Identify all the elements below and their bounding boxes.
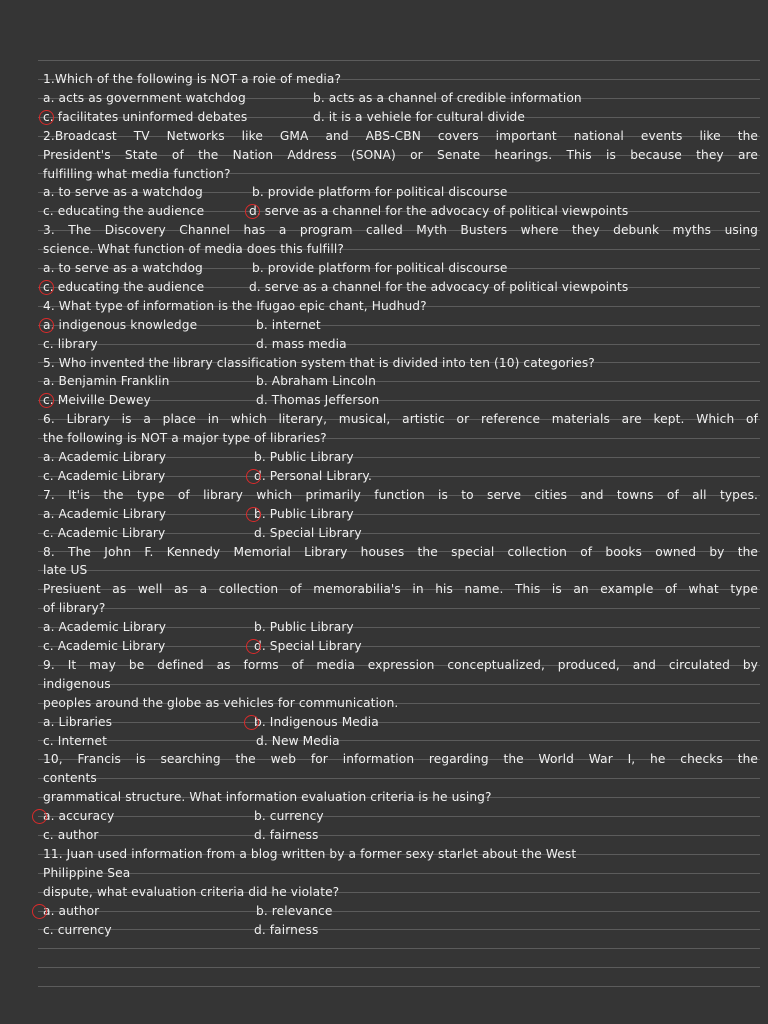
option-left: c. library — [43, 336, 98, 351]
answer-options-row — [43, 807, 758, 826]
question-text-line: 7. It'is the type of library which primarily function is to serve cities and towns of all types. — [43, 487, 758, 502]
option-right: b. Abraham Lincoln — [256, 374, 376, 389]
ruled-line — [38, 986, 760, 987]
option-left: c. Internet — [43, 733, 107, 748]
answer-options-row — [43, 259, 758, 278]
answer-options-row — [43, 467, 758, 486]
answer-options-row — [43, 713, 758, 732]
option-left: a. to serve as a watchdog — [43, 261, 203, 275]
answer-options-row — [43, 637, 758, 656]
question-text-line: indigenous — [43, 676, 111, 691]
option-left: c. Academic Library — [43, 639, 166, 653]
option-left: a. Libraries — [43, 714, 113, 729]
ruled-line — [38, 967, 760, 968]
answer-options-row — [43, 89, 758, 108]
ruled-line — [38, 948, 760, 949]
answer-options-row — [43, 372, 758, 391]
answer-circle-mark — [244, 715, 259, 730]
option-left: a. Benjamin Franklin — [43, 374, 170, 389]
question-text-line: grammatical structure. What information evaluation criteria is he using? — [43, 790, 492, 805]
option-left: c. author — [43, 828, 99, 842]
answer-options-row — [43, 921, 758, 940]
option-left: c. Academic Library — [43, 468, 166, 483]
question-text-line: 5. Who invented the library classification system that is divided into ten (10) categories? — [43, 355, 595, 370]
option-right: b. Indigenous Media — [254, 714, 379, 729]
question-text-line: 4. What type of information is the Ifugao epic chant, Hudhud? — [43, 298, 427, 313]
answer-options-row — [43, 826, 758, 845]
answer-options-row — [43, 202, 758, 221]
question-text-line: science. What function of media does this fulfill? — [43, 242, 344, 257]
question-text-line: 2.Broadcast TV Networks like GMA and ABS-CBN covers important national events like the — [43, 128, 758, 143]
question-text-line: 10, Francis is searching the web for information regarding the World War I, he checks the — [43, 752, 758, 767]
question-text-line: late US — [43, 563, 88, 578]
question-text-line: 9. It may be defined as forms of media expression conceptualized, produced, and circulated by — [43, 657, 758, 672]
option-right: b. provide platform for political discourse — [252, 261, 508, 275]
answer-circle-mark — [32, 809, 47, 824]
option-left: a. to serve as a watchdog — [43, 185, 203, 200]
answer-options-row — [43, 183, 758, 202]
option-left: c. Academic Library — [43, 525, 166, 540]
option-right: d. Special Library — [254, 525, 362, 540]
option-right: d. serve as a channel for the advocacy of political viewpoints — [249, 204, 629, 219]
option-right: b. relevance — [256, 903, 333, 918]
answer-options-row — [43, 316, 758, 335]
answer-options-row — [43, 902, 758, 921]
answer-options-row — [43, 524, 758, 543]
option-left: c. facilitates uninformed debates — [43, 109, 248, 124]
question-text-line: 11. Juan used information from a blog written by a former sexy starlet about the West — [43, 846, 577, 861]
option-left: c. currency — [43, 922, 112, 937]
option-right: b. provide platform for political discourse — [252, 185, 508, 200]
answer-circle-mark — [246, 469, 261, 484]
answer-options-row — [43, 335, 758, 354]
option-left: c. educating the audience — [43, 279, 205, 294]
question-text-line: President's State of the Nation Address (SONA) or Senate hearings. This is because they are — [43, 147, 758, 162]
option-right: d. New Media — [256, 733, 340, 748]
option-left: c. educating the audience — [43, 204, 205, 219]
answer-circle-mark — [32, 904, 47, 919]
option-right: d. fairness — [254, 828, 319, 842]
question-text-line: Philippine Sea — [43, 865, 131, 880]
option-left: a. acts as government watchdog — [43, 90, 246, 105]
answer-options-row — [43, 732, 758, 751]
answer-options-row — [43, 448, 758, 467]
question-text-line: contents — [43, 771, 97, 786]
option-left: a. Academic Library — [43, 620, 167, 635]
answer-options-row — [43, 391, 758, 410]
question-text-line: 3. The Discovery Channel has a program called Myth Busters where they debunk myths using — [43, 223, 758, 238]
option-left: a. accuracy — [43, 809, 115, 824]
answer-options-row — [43, 278, 758, 297]
answer-circle-mark — [39, 318, 54, 333]
option-right: d. serve as a channel for the advocacy of political viewpoints — [249, 279, 629, 294]
ruled-line — [38, 60, 760, 61]
answer-circle-mark — [246, 639, 261, 654]
answer-circle-mark — [246, 507, 261, 522]
option-left: a. author — [43, 903, 100, 918]
option-right: d. fairness — [254, 922, 319, 937]
question-text-line: the following is NOT a major type of libraries? — [43, 431, 327, 446]
option-right: d. Special Library — [254, 639, 362, 653]
option-right: b. Public Library — [254, 506, 354, 521]
answer-options-row — [43, 505, 758, 524]
question-text-line: peoples around the globe as vehicles for communication. — [43, 695, 399, 710]
question-text-line: 1.Which of the following is NOT a roie of media? — [43, 72, 342, 86]
question-text-line: 8. The John F. Kennedy Memorial Library houses the special collection of books owned by the — [43, 544, 758, 559]
answer-options-row — [43, 108, 758, 127]
option-right: b. Public Library — [254, 450, 354, 464]
option-right: b. Public Library — [254, 620, 354, 635]
answer-options-row — [43, 618, 758, 637]
option-right: d. Personal Library. — [254, 468, 372, 483]
option-right: b. currency — [254, 809, 324, 824]
option-left: c. Meiville Dewey — [43, 393, 151, 408]
answer-circle-mark — [39, 280, 54, 295]
option-right: d. it is a vehiele for cultural divide — [313, 109, 525, 124]
option-right: d. mass media — [256, 336, 347, 351]
answer-circle-mark — [39, 110, 54, 125]
option-right: b. acts as a channel of credible information — [313, 90, 582, 105]
question-text-line: Presiuent as well as a collection of memorabilia's in his name. This is an example of what type — [43, 582, 758, 597]
option-left: a. Academic Library — [43, 506, 167, 521]
question-text-line: 6. Library is a place in which literary, musical, artistic or reference materials are kept. Which of — [43, 412, 758, 427]
option-right: d. Thomas Jefferson — [256, 393, 380, 408]
option-right: b. internet — [256, 317, 321, 332]
option-left: a. Academic Library — [43, 450, 167, 464]
option-left: a. indigenous knowledge — [43, 317, 198, 332]
question-text-line: dispute, what evaluation criteria did he violate? — [43, 884, 340, 899]
question-text-line: fulfilling what media function? — [43, 166, 231, 181]
question-text-line: of library? — [43, 601, 106, 616]
